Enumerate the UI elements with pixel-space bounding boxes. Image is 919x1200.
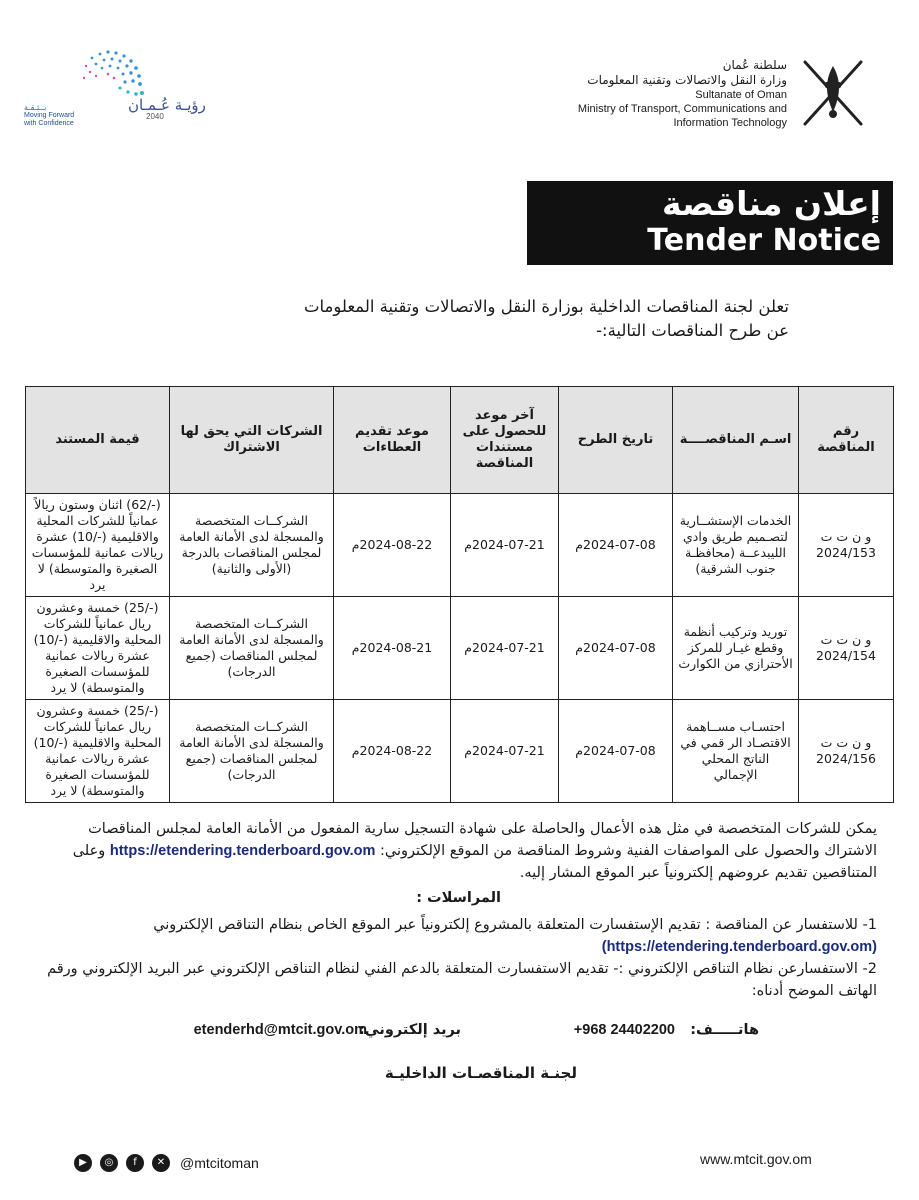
cell-submission-date: 2024-08-22م (334, 494, 451, 597)
oman-emblem-icon (795, 54, 871, 132)
email-address[interactable]: etenderhd@mtcit.gov.om (193, 1022, 367, 1038)
cell-submission-date: 2024-08-22م (334, 700, 451, 803)
table-row (26, 494, 894, 597)
website-url[interactable]: www.mtcit.gov.om (700, 1151, 812, 1167)
col-header-date: تاريخ الطرح (559, 387, 673, 494)
correspondence-list (37, 914, 877, 1002)
ministry-name-block (527, 58, 787, 130)
tenders-table (25, 386, 894, 803)
cell-document-value: (-/25) خمسة وعشرون ريال عمانياً للشركات المحلية والاقليمية (-/10) عشرة ريالات عمانية للمؤسسات الصغيرة والمتوسطة) لا يرد (26, 700, 170, 803)
eligibility-paragraph (37, 818, 877, 884)
intro-line-1: تعلن لجنة المناقصات الداخلية بوزارة النقل والاتصالات وتقنية المعلومات (303, 297, 789, 316)
cell-document-value: (-/62) اثنان وستون ريالاً عمانياً للشركات المحلية والاقليمية (-/10) عشرة ريالات عمانية للمؤسسات الصغيرة والمتوسطة) لا يرد (26, 494, 170, 597)
social-links (74, 1154, 259, 1172)
table-row (26, 700, 894, 803)
correspondence-title: المراسلات : (416, 890, 501, 906)
ministry-name-en-1: Ministry of Transport, Communications and (577, 103, 787, 115)
tender-notice-banner (527, 181, 893, 265)
cell-tender-number: و ن ت ت 2024/153 (799, 494, 894, 597)
col-header-number: رقم المناقصة (799, 387, 894, 494)
col-header-name: اسـم المناقصــــة (673, 387, 799, 494)
ministry-name-en-2: Information Technology (673, 117, 787, 129)
cell-release-date: 2024-07-08م (559, 700, 673, 803)
cell-last-date: 2024-07-21م (451, 700, 559, 803)
eligibility-text-end: وعلى المتناقصين تقديم عروضهم إلكترونياً عبر الموقع المشار إليه. (72, 843, 877, 881)
social-handle[interactable]: @mtcitoman (180, 1155, 259, 1171)
email-label: بريد إلكتروني: (358, 1022, 461, 1038)
cell-tender-number: و ن ت ت 2024/156 (799, 700, 894, 803)
cell-last-date: 2024-07-21م (451, 597, 559, 700)
cell-document-value: (-/25) خمسة وعشرون ريال عمانياً للشركات المحلية والاقليمية (-/10) عشرة ريالات عمانية للمؤسسات الصغيرة والمتوسطة) لا يرد (26, 597, 170, 700)
cell-eligible-companies: الشركــات المتخصصة والمسجلة لدى الأمانة العامة لمجلس المناقصات (جميع الدرجات) (170, 700, 334, 803)
col-header-companies: الشركات التي يحق لها الاشتراك (170, 387, 334, 494)
col-header-last-date: آخر موعد للحصول على مستندات المناقصة (451, 387, 559, 494)
vision-tagline: بــثـقـة Moving Forward with Confidence (24, 103, 75, 127)
cell-eligible-companies: الشركــات المتخصصة والمسجلة لدى الأمانة العامة لمجلس المناقصات بالدرجة (الأولى والثانية) (170, 494, 334, 597)
cell-release-date: 2024-07-08م (559, 597, 673, 700)
committee-signature: لجنـة المناقصـات الداخليـة (384, 1064, 577, 1082)
correspondence-item-2: 2- الاستفسارعن نظام التناقص الإلكتروني :- تقديم الاستفسارت المتعلقة بالدعم الفني لنظام التناقص الإلكتروني عبر البريد الإلكتروني ورقم الهاتف الموضح أدناه: (47, 961, 877, 999)
vision-year: 2040 (146, 112, 164, 121)
phone-number[interactable]: +968 24402200 (573, 1022, 675, 1038)
ministry-country-ar: سلطنة عُمان (722, 58, 787, 72)
etendering-link-2[interactable]: (https://etendering.tenderboard.gov.om) (601, 939, 877, 955)
ministry-name-ar: وزارة النقل والاتصالات وتقنية المعلومات (587, 73, 787, 87)
table-header-row (26, 387, 894, 494)
instagram-icon[interactable]: ◎ (100, 1154, 118, 1172)
youtube-icon[interactable]: ▶ (74, 1154, 92, 1172)
cell-last-date: 2024-07-21م (451, 494, 559, 597)
eligibility-text: يمكن للشركات المتخصصة في مثل هذه الأعمال والحاصلة على شهادة التسجيل سارية المفعول من الأمانة العامة لمجلس المناقصات الاشتراك والحصول على المواصفات الفنية وشروط المناقصة من الموقع الإلكتروني: (88, 821, 877, 859)
intro-text (89, 295, 789, 343)
etendering-link[interactable]: https://etendering.tenderboard.gov.om (109, 843, 376, 859)
col-header-value: قيمة المستند (26, 387, 170, 494)
cell-release-date: 2024-07-08م (559, 494, 673, 597)
cell-tender-name: توريد وتركيب أنظمة وقطع غيـار للمركز الأحترازي من الكوارث (673, 597, 799, 700)
table-row (26, 597, 894, 700)
cell-submission-date: 2024-08-21م (334, 597, 451, 700)
ministry-country-en: Sultanate of Oman (695, 89, 787, 101)
twitter-icon[interactable]: ✕ (152, 1154, 170, 1172)
cell-tender-name: الخدمات الإستشــارية لتصـميم طريق وادي الليبدعــة (محافظـة جنوب الشرقية) (673, 494, 799, 597)
banner-title-en: Tender Notice (647, 223, 881, 258)
cell-eligible-companies: الشركــات المتخصصة والمسجلة لدى الأمانة العامة لمجلس المناقصات (جميع الدرجات) (170, 597, 334, 700)
phone-label: هاتـــــف: (690, 1022, 759, 1038)
cell-tender-number: و ن ت ت 2024/154 (799, 597, 894, 700)
vision-brand: رؤيـة عُـمـان (128, 96, 206, 114)
col-header-submission: موعد تقديم العطاءات (334, 387, 451, 494)
correspondence-item-1: 1- للاستفسار عن المناقصة : تقديم الإستفسارت المتعلقة بالمشروع إلكترونياً عبر الموقع الخاص بنظام التناقص الإلكتروني (https://etendering.tenderboard.gov.om) (153, 917, 877, 955)
banner-title-ar: إعلان مناقصة (662, 184, 881, 223)
intro-line-2: عن طرح المناقصات التالية:- (596, 321, 789, 340)
facebook-icon[interactable]: f (126, 1154, 144, 1172)
cell-tender-name: احتسـاب مســاهمة الاقتصـاد الر قمي في الناتج المحلي الإجمالي (673, 700, 799, 803)
